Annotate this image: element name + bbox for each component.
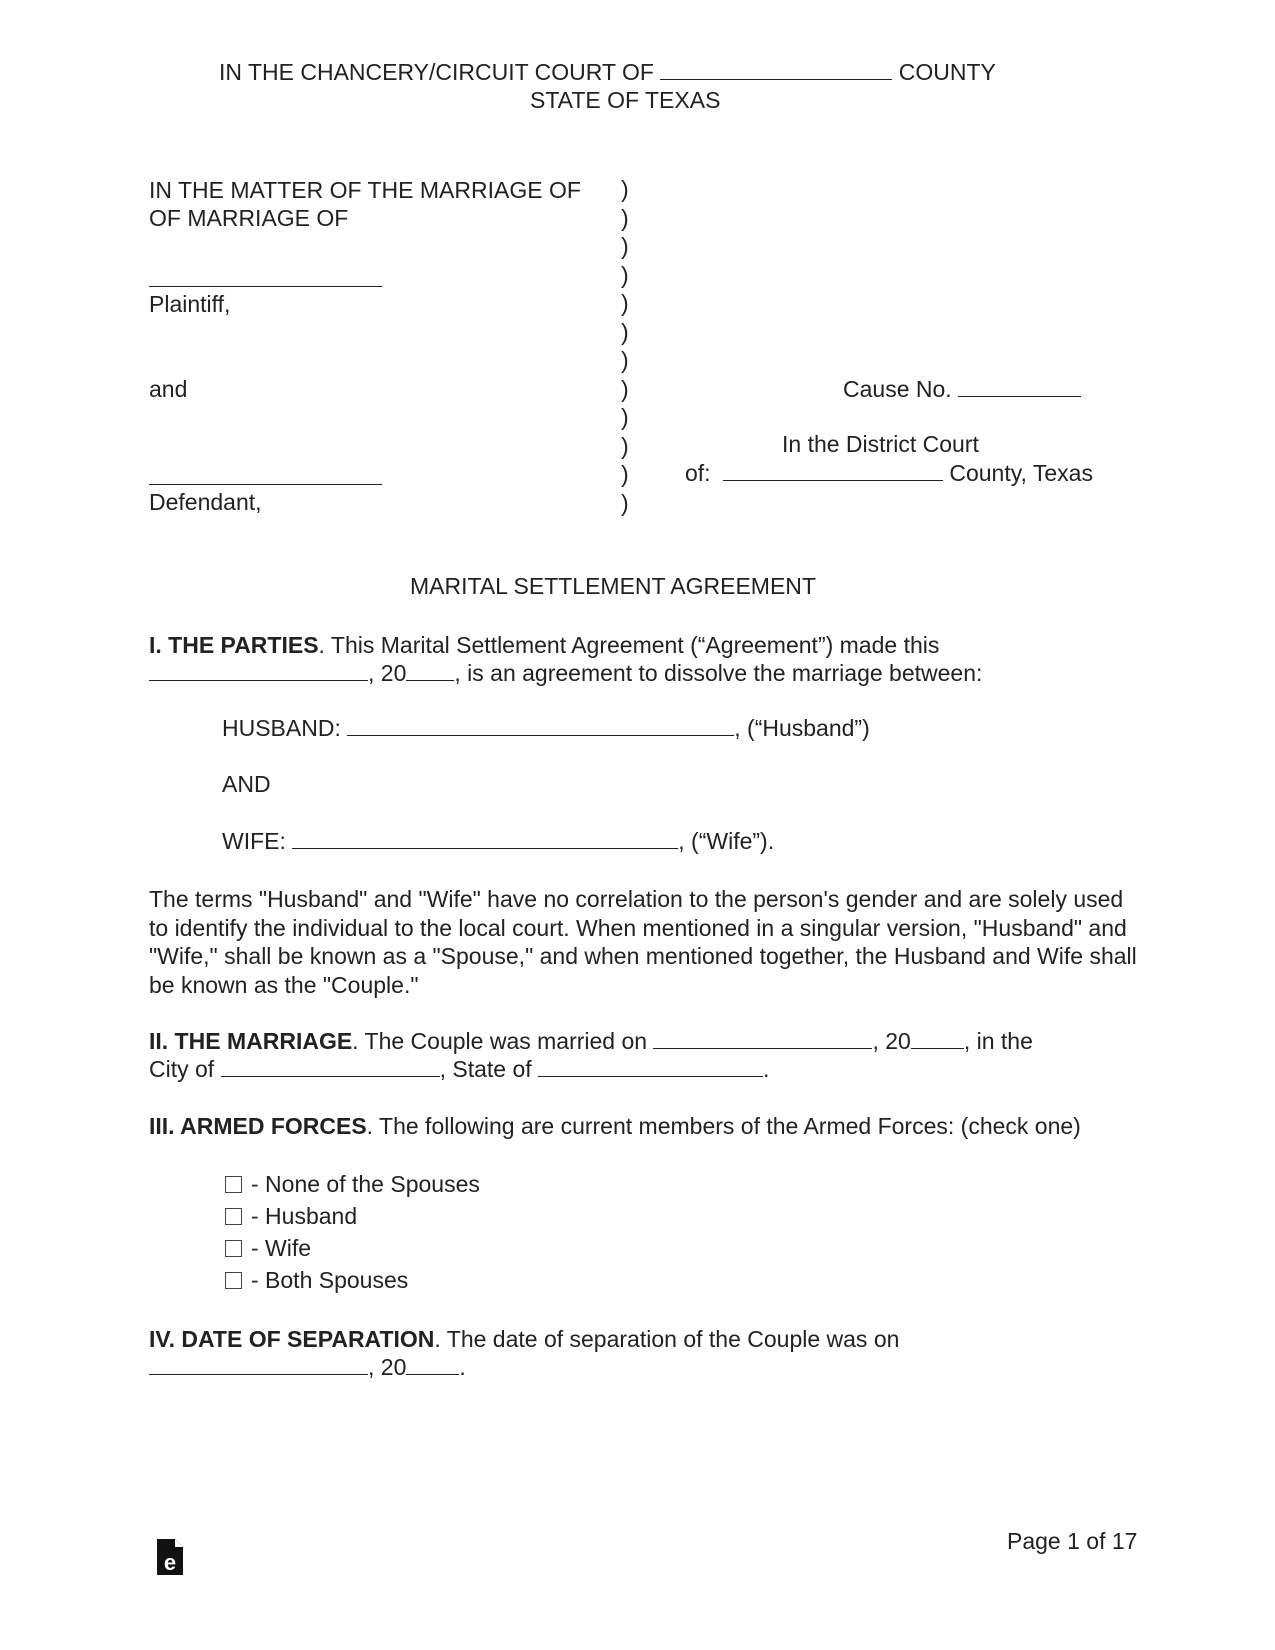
matter-line-1: IN THE MATTER OF THE MARRIAGE OF: [149, 177, 581, 203]
armed-option-husband[interactable]: [225, 1202, 357, 1230]
state-blank[interactable]: [538, 1056, 763, 1077]
marriage-year-blank[interactable]: [911, 1028, 964, 1049]
district-county-blank[interactable]: [723, 460, 943, 481]
husband-label: HUSBAND:: [222, 715, 341, 741]
wife-suffix: , (“Wife”).: [678, 828, 775, 854]
defendant-label: Defendant,: [149, 489, 262, 515]
separation-date-blank[interactable]: [149, 1354, 368, 1375]
cause-number-blank[interactable]: [958, 376, 1081, 397]
marriage-date-blank[interactable]: [653, 1028, 872, 1049]
county-line: [685, 459, 1093, 487]
section1-text-b: , is an agreement to dissolve the marriage between:: [454, 660, 983, 686]
section1-text-a: . This Marital Settlement Agreement (“Agreement”) made this: [318, 632, 940, 658]
wife-label: WIFE:: [222, 828, 286, 854]
section1-line2: [149, 659, 982, 687]
wife-line: [222, 827, 774, 855]
district-court-label: In the District Court: [782, 431, 979, 457]
paren: ): [621, 432, 629, 459]
section2-year-prefix: , 20: [872, 1028, 911, 1054]
checkbox-both-icon[interactable]: [225, 1272, 242, 1289]
city-blank[interactable]: [221, 1056, 440, 1077]
checkbox-wife-icon[interactable]: [225, 1240, 242, 1257]
terms-paragraph: The terms "Husband" and "Wife" have no correlation to the person's gender and are solely used to identify the individual to the local court. When mentioned in a singular version, "Husband" and "Wife," shall be known as a "Spouse," and when mentioned together, the Husband and Wife shall be known as the "Couple.": [149, 886, 1137, 998]
paren: ): [621, 261, 629, 288]
cause-line: [843, 375, 1081, 403]
section2-text-a: . The Couple was married on: [352, 1028, 648, 1054]
paren: ): [621, 318, 629, 345]
section2-line2: [149, 1055, 769, 1083]
of-label: of:: [685, 460, 711, 486]
husband-suffix: , (“Husband”): [734, 715, 870, 741]
checkbox-husband-icon[interactable]: [225, 1208, 242, 1225]
page-number: Page 1 of 17: [1007, 1528, 1138, 1554]
city-label: City of: [149, 1056, 215, 1082]
wife-name-blank[interactable]: [292, 828, 678, 849]
section4-heading: IV. DATE OF SEPARATION: [149, 1326, 435, 1352]
paren: ): [621, 489, 629, 516]
and-label: and: [149, 376, 188, 402]
section2-heading: II. THE MARRIAGE: [149, 1028, 353, 1054]
county-blank[interactable]: [660, 59, 892, 80]
section4-year-prefix: , 20: [368, 1354, 407, 1380]
section1-line1: [149, 631, 939, 659]
defendant-name-blank[interactable]: [149, 484, 382, 485]
section2-line1: [149, 1027, 1033, 1055]
court-suffix: COUNTY: [898, 59, 996, 85]
section3-heading: III. ARMED FORCES: [149, 1113, 367, 1139]
paren: ): [621, 290, 629, 316]
paren: ): [621, 461, 629, 487]
option-label: - Husband: [251, 1203, 358, 1229]
court-prefix: IN THE CHANCERY/CIRCUIT COURT OF: [219, 59, 654, 85]
husband-line: [222, 714, 870, 742]
paren: ): [621, 204, 629, 231]
section2-text-b: , in the: [963, 1028, 1033, 1054]
section4-text: . The date of separation of the Couple was on: [434, 1326, 900, 1352]
agreement-date-blank[interactable]: [149, 660, 368, 681]
cause-label: Cause No.: [843, 376, 952, 402]
armed-option-none[interactable]: [225, 1170, 480, 1198]
svg-text:e: e: [163, 1550, 177, 1575]
armed-option-wife[interactable]: [225, 1234, 311, 1262]
plaintiff-label: Plaintiff,: [149, 291, 231, 317]
section3-paragraph: [149, 1112, 1139, 1141]
section2-end: .: [763, 1056, 770, 1082]
section4-line1: [149, 1325, 899, 1353]
separation-year-blank[interactable]: [406, 1354, 459, 1375]
husband-name-blank[interactable]: [347, 715, 734, 736]
paren: ): [621, 233, 629, 259]
section4-end: .: [459, 1354, 466, 1380]
section1-year-prefix: , 20: [368, 660, 407, 686]
checkbox-none-icon[interactable]: [225, 1176, 242, 1193]
paren: ): [621, 347, 629, 373]
section1-heading: I. THE PARTIES: [149, 632, 319, 658]
paren: ): [621, 404, 629, 430]
state-line: STATE OF TEXAS: [530, 87, 721, 113]
section3-text: . The following are current members of the Armed Forces: (check one): [366, 1113, 1081, 1139]
option-label: - Wife: [251, 1235, 312, 1261]
agreement-year-blank[interactable]: [406, 660, 454, 681]
option-label: - None of the Spouses: [251, 1171, 480, 1197]
state-label: , State of: [439, 1056, 532, 1082]
plaintiff-name-blank[interactable]: [149, 286, 382, 287]
document-title: MARITAL SETTLEMENT AGREEMENT: [410, 573, 816, 599]
matter-line-2: OF MARRIAGE OF: [149, 205, 349, 231]
county-texas-label: County, Texas: [949, 460, 1093, 486]
and-spacer-label: AND: [222, 771, 271, 797]
section4-line2: [149, 1353, 466, 1381]
paren: ): [621, 375, 629, 402]
caption-paren-column: [621, 175, 641, 517]
paren: ): [621, 176, 629, 202]
esign-logo-icon: [155, 1537, 185, 1577]
option-label: - Both Spouses: [251, 1267, 409, 1293]
armed-option-both[interactable]: [225, 1266, 408, 1294]
court-header-line: [219, 58, 996, 86]
